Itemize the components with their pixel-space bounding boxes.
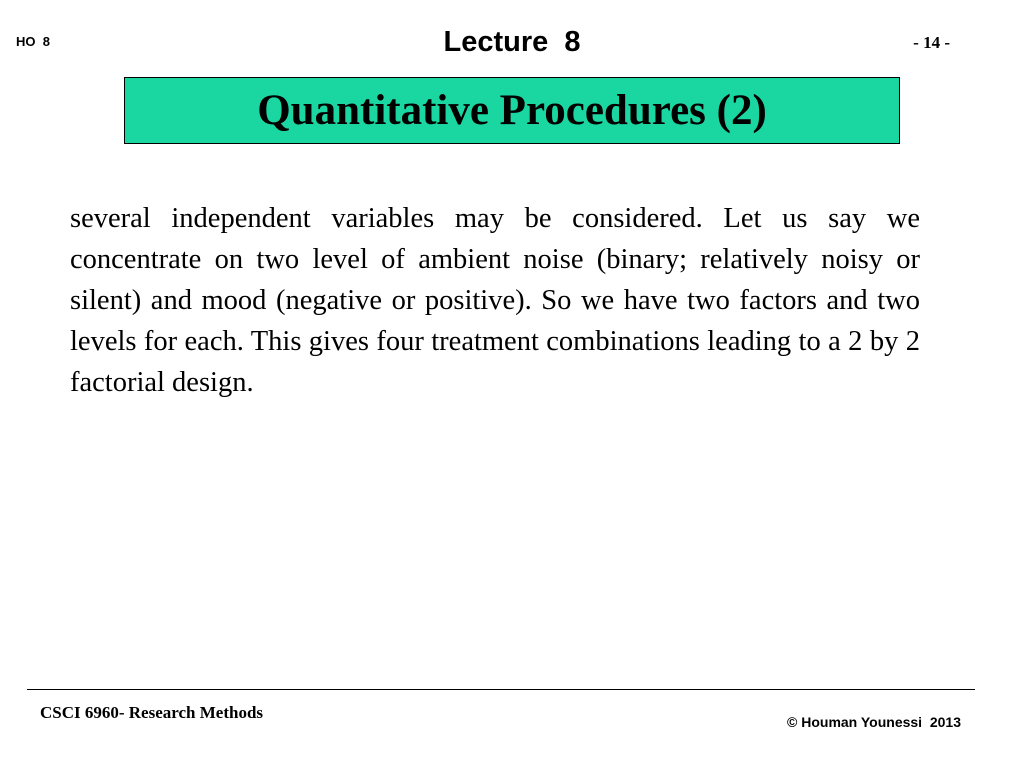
slide-title-box (124, 77, 900, 144)
handout-number: HO 8 (16, 34, 50, 49)
page-number: - 14 - (913, 33, 950, 52)
footer-copyright: © Houman Younessi 2013 (787, 714, 961, 730)
slide-title: Quantitative Procedures (2) (257, 87, 767, 134)
footer-course-name: CSCI 6960- Research Methods (40, 703, 264, 722)
lecture-heading: Lecture 8 (443, 26, 581, 58)
footer-divider (27, 689, 975, 690)
body-paragraph: several independent variables may be considered. Let us say we concentrate on two level of ambient noise (binary; relatively noisy or silent) and mood (negative or positive). So we have two factors and two levels for each. This gives four treatment combinations leading to a 2 by 2 factorial design. (70, 203, 920, 398)
